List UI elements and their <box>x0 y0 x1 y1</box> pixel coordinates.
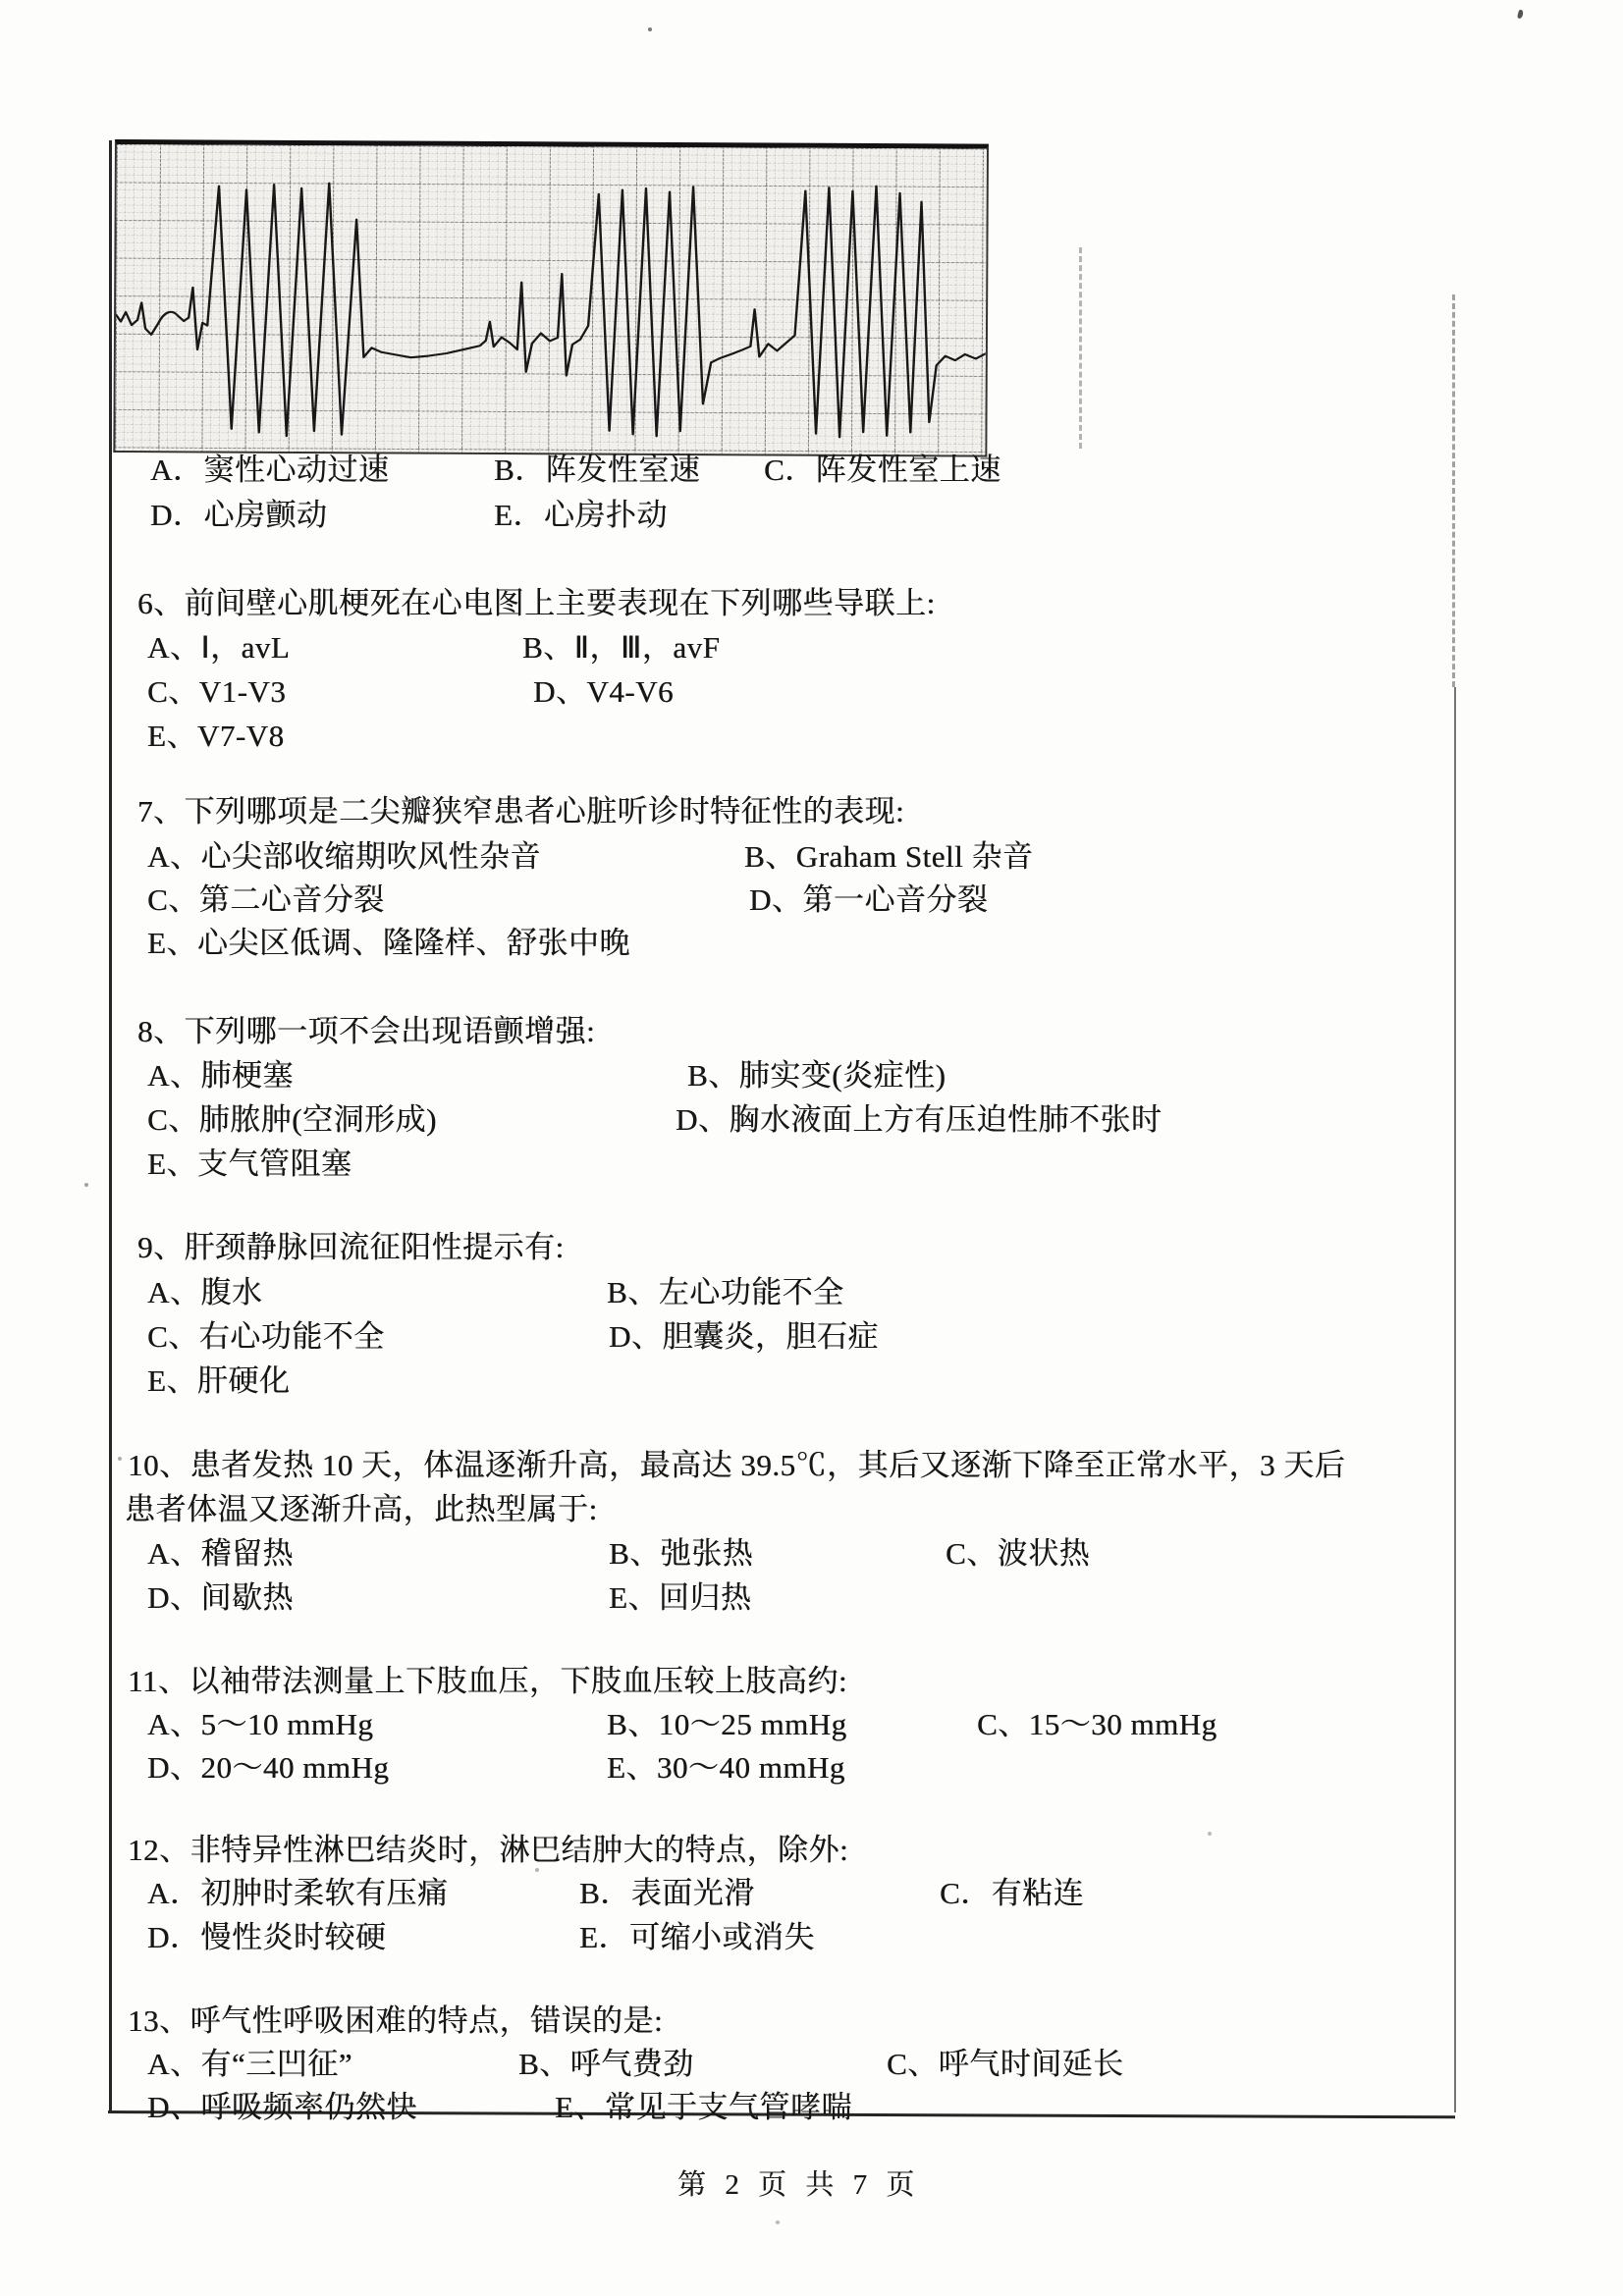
page-footer: 第 2 页 共 7 页 <box>677 2169 917 2201</box>
q9-option-a: A、腹水 <box>147 1275 263 1309</box>
frame-right-border <box>1454 687 1456 2112</box>
q10-option-d: D、间歇热 <box>147 1580 294 1615</box>
q7-option-e: E、心尖区低调、隆隆样、舒张中晚 <box>147 926 630 960</box>
q9-option-e: E、肝硬化 <box>147 1363 291 1398</box>
q6-option-d: D、V4-V6 <box>533 674 674 709</box>
q8-option-b: B、肺实变(炎症性) <box>687 1058 947 1093</box>
q11-option-d: D、20～40 mmHg <box>147 1750 390 1785</box>
scan-speck <box>84 1183 88 1187</box>
q7-option-d: D、第一心音分裂 <box>749 882 989 917</box>
q11-option-c: C、15～30 mmHg <box>977 1707 1217 1741</box>
q12-stem: 12、非特异性淋巴结炎时，淋巴结肿大的特点，除外: <box>128 1833 849 1867</box>
q5-option-b: B．阵发性室速 <box>494 453 701 487</box>
ecg-trace-svg <box>115 144 987 455</box>
q10-option-b: B、弛张热 <box>609 1536 754 1571</box>
scan-speck <box>118 1457 122 1461</box>
q12-option-d: D．慢性炎时较硬 <box>147 1920 387 1954</box>
q13-option-b: B、呼气费劲 <box>518 2047 694 2081</box>
q11-option-a: A、5～10 mmHg <box>147 1707 374 1741</box>
scan-speck <box>1208 1832 1212 1836</box>
q6-option-c: C、V1-V3 <box>147 674 287 709</box>
q10-option-c: C、波状热 <box>946 1536 1091 1571</box>
q12-option-b: B．表面光滑 <box>579 1876 755 1910</box>
q6-stem: 6、前间壁心肌梗死在心电图上主要表现在下列哪些导联上: <box>137 586 936 620</box>
q8-stem: 8、下列哪一项不会出现语颤增强: <box>137 1014 596 1048</box>
q9-option-c: C、右心功能不全 <box>147 1319 385 1354</box>
q5-option-a: A．窦性心动过速 <box>150 453 390 487</box>
q10-stem-line2: 患者体温又逐渐升高，此热型属于: <box>125 1492 598 1526</box>
q12-option-c: C．有粘连 <box>940 1876 1085 1910</box>
q7-stem: 7、下列哪项是二尖瓣狭窄患者心脏听诊时特征性的表现: <box>137 794 905 828</box>
q13-option-e: E、常见于支气管哮喘 <box>555 2090 852 2124</box>
q10-option-a: A、稽留热 <box>147 1536 294 1571</box>
scan-artifact-dashes <box>1079 247 1082 449</box>
q13-option-a: A、有“三凹征” <box>147 2047 352 2081</box>
q7-option-a: A、心尖部收缩期吹风性杂音 <box>147 839 541 874</box>
frame-left-border <box>109 140 112 2112</box>
scan-artifact-dashes <box>1452 294 1455 687</box>
q10-stem-line1: 10、患者发热 10 天，体温逐渐升高，最高达 39.5℃，其后又逐渐下降至正常水平，3 天后 <box>128 1448 1346 1482</box>
q5-option-d: D．心房颤动 <box>150 498 328 532</box>
q13-option-c: C、呼气时间延长 <box>887 2047 1124 2081</box>
q11-option-b: B、10～25 mmHg <box>607 1707 847 1741</box>
q8-option-e: E、支气管阻塞 <box>147 1147 352 1181</box>
q11-stem: 11、以袖带法测量上下肢血压，下肢血压较上肢高约: <box>128 1664 847 1698</box>
q12-option-e: E．可缩小或消失 <box>579 1920 815 1954</box>
q5-option-e: E．心房扑动 <box>494 498 668 532</box>
q6-option-e: E、V7-V8 <box>147 719 285 753</box>
q5-option-c: C．阵发性室上速 <box>764 453 1001 487</box>
q6-option-a: A、Ⅰ，avL <box>147 630 291 665</box>
scan-speck <box>1517 10 1524 20</box>
q9-option-d: D、胆囊炎，胆石症 <box>609 1319 879 1354</box>
q7-option-b: B、Graham Stell 杂音 <box>744 839 1034 874</box>
q6-option-b: B、Ⅱ，Ⅲ，avF <box>522 630 721 665</box>
scan-speck <box>648 27 652 31</box>
q10-option-e: E、回归热 <box>609 1580 752 1615</box>
scan-speck <box>776 2220 780 2224</box>
q8-option-a: A、肺梗塞 <box>147 1058 294 1093</box>
q8-option-c: C、肺脓肿(空洞形成) <box>147 1102 437 1137</box>
q13-stem: 13、呼气性呼吸困难的特点，错误的是: <box>128 2003 664 2038</box>
ecg-strip-image <box>113 139 989 457</box>
q11-option-e: E、30～40 mmHg <box>607 1750 845 1785</box>
q7-option-c: C、第二心音分裂 <box>147 882 385 917</box>
q9-stem: 9、肝颈静脉回流征阳性提示有: <box>137 1230 565 1264</box>
q13-option-d: D、呼吸频率仍然快 <box>147 2090 417 2124</box>
q8-option-d: D、胸水液面上方有压迫性肺不张时 <box>676 1102 1163 1137</box>
q9-option-b: B、左心功能不全 <box>607 1275 844 1309</box>
q12-option-a: A．初肿时柔软有压痛 <box>147 1876 449 1910</box>
